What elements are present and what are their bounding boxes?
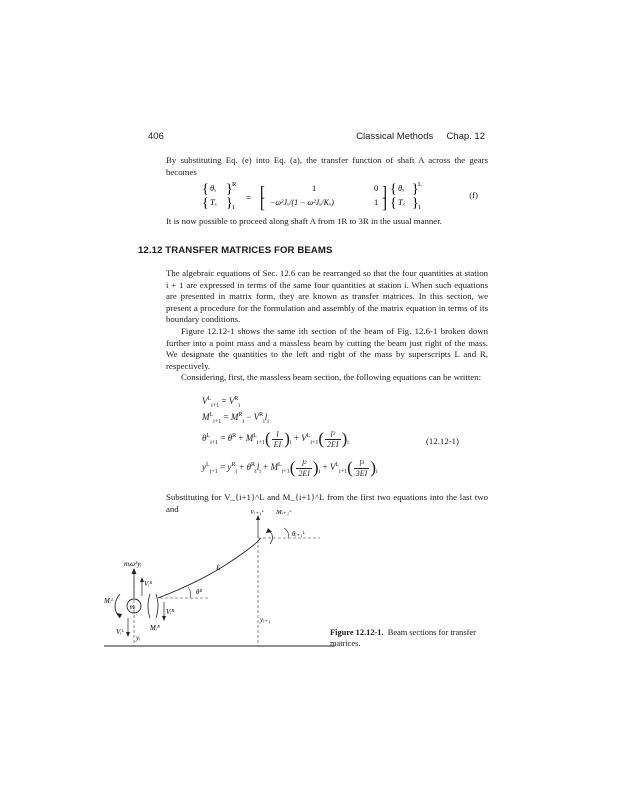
- vr-right-arrowhead: [162, 616, 166, 621]
- svg-text:[: [: [260, 196, 265, 212]
- ml-label: Mᵢᴸ: [104, 597, 114, 605]
- running-title: Classical Methods: [356, 131, 434, 142]
- svg-text:}: }: [226, 196, 233, 211]
- svg-text:1: 1: [418, 204, 422, 211]
- svg-text:L: L: [418, 181, 422, 188]
- svg-text:Tₓ: Tₓ: [398, 197, 406, 207]
- vl-label: Vᵢᴸ: [116, 628, 125, 636]
- length-label: ℓᵢ: [216, 563, 221, 572]
- theta-next-label: θᵢ₊₁ᴸ: [292, 530, 306, 538]
- svg-text:{: {: [202, 182, 209, 197]
- svg-text:R: R: [232, 181, 237, 188]
- caption-text: Beam sections for transfer matrices.: [330, 628, 476, 648]
- equation-slope: $\theta^L_{i+1} = \theta^R + M^L_{i+1}$( $\frac{l}{EI}$ )$_i + V^L_{i+1}$( $\frac{\text{l²}}{2EI}$ )$_i$: [202, 429, 349, 449]
- svg-text:=: =: [246, 193, 252, 203]
- vr-right-label: Vᵢᴿ: [166, 608, 175, 616]
- cut-left: [148, 594, 150, 618]
- beam-curve: [158, 538, 260, 598]
- svg-text:]: ]: [382, 184, 387, 200]
- intro-paragraph: By substituting Eq. (e) into Eq. (a), the transfer function of shaft A across the gears becomes: [166, 155, 488, 177]
- equation-shear: $V^L_{i+1} = V^R_i$: [202, 396, 240, 409]
- figure-caption: [330, 628, 490, 649]
- paragraph-1: The algebraic equations of Sec. 12.6 can be rearranged so that the four quantities at station i + 1 are expressed in terms of the same four quantities at station i. When such equations are presented in matrix form, they are known as transfer matrices. In this section, we present a procedure for the formulation and assembly of the matrix equation in terms of its boundary conditions.: [166, 268, 488, 325]
- equation-f: [200, 180, 490, 212]
- inertia-arrowhead: [132, 568, 137, 574]
- svg-text:θₓ: θₓ: [210, 183, 217, 193]
- svg-text:θₓ: θₓ: [398, 183, 405, 193]
- inertia-label: mᵢω²yᵢ: [124, 560, 142, 568]
- page-number: 406: [148, 131, 164, 142]
- svg-text:}: }: [412, 196, 419, 211]
- vr-top-label: Vᵢᴿ: [144, 580, 153, 588]
- svg-text:{: {: [202, 196, 209, 211]
- svg-text:}: }: [412, 182, 419, 197]
- after-eq-f-paragraph: It is now possible to proceed along shaft A from 1R to 3R in the usual manner.: [166, 216, 442, 226]
- paragraph-4: Substituting for V_{i+1}^L and M_{i+1}^L from the first two equations into the last two and: [166, 492, 488, 514]
- equation-f-matrix: [200, 180, 480, 212]
- section-title: 12.12 TRANSFER MATRICES FOR BEAMS: [138, 245, 333, 256]
- theta-r-label: θᴿ: [196, 588, 203, 596]
- vl-arrowhead: [126, 632, 130, 637]
- svg-text:{: {: [390, 196, 397, 211]
- equation-block-number: (12.12-1): [426, 436, 459, 446]
- svg-text:0: 0: [374, 183, 379, 193]
- svg-text:1: 1: [374, 197, 379, 207]
- svg-text:1: 1: [232, 204, 236, 211]
- svg-text:−ω²Jₓ/(1 − ω²Jₓ/Kₓ): −ω²Jₓ/(1 − ω²Jₓ/Kₓ): [270, 198, 334, 207]
- yi-label: yᵢ: [136, 634, 141, 642]
- equation-moment: $M^L_{i+1} = M^R_i - V^R_il_i$: [202, 412, 269, 425]
- svg-text:{: {: [390, 182, 397, 197]
- svg-text:Tₓ: Tₓ: [210, 197, 218, 207]
- m-next-label: Mᵢ₊₁ᴸ: [276, 510, 292, 516]
- equation-deflection: $y^L_{i+1} = y^R_i + \theta^R_il_i + M^L_{i+1}$( $\frac{\text{l²}}{2EI}$ )$_i + V^L_{i+1}$( $\frac{\text{l³}}{3EI}$ )$_i$: [202, 458, 378, 478]
- paragraph-2: Figure 12.12-1 shows the same ith section of the beam of Fig. 12.6-1 broken down further into a point mass and a massless beam by cutting the beam just right of the mass. We designate the quantities to the left and right of the mass by superscripts L and R, respectively.: [166, 326, 488, 371]
- theta-next-arc: [284, 528, 289, 538]
- v-next-label: Vᵢ₊₁ᴸ: [250, 510, 265, 516]
- theta-r-arc: [188, 587, 191, 598]
- svg-text:1: 1: [312, 183, 317, 193]
- mr-label: Mᵢᴿ: [150, 624, 160, 632]
- equation-f-number: (f): [469, 190, 478, 200]
- caption-label: Figure 12.12-1.: [330, 628, 384, 637]
- cut-right: [156, 594, 158, 618]
- svg-text:]: ]: [382, 196, 387, 212]
- running-header: [335, 131, 485, 142]
- chapter-label: Chap. 12: [446, 131, 485, 142]
- m-next-arrowhead: [266, 528, 272, 533]
- svg-text:[: [: [260, 184, 265, 200]
- mass-label: mᵢ: [129, 603, 136, 611]
- svg-text:}: }: [226, 182, 233, 197]
- y-next-label: yᵢ₊₁: [260, 616, 271, 624]
- paragraph-3: Considering, first, the massless beam section, the following equations can be written:: [181, 372, 482, 382]
